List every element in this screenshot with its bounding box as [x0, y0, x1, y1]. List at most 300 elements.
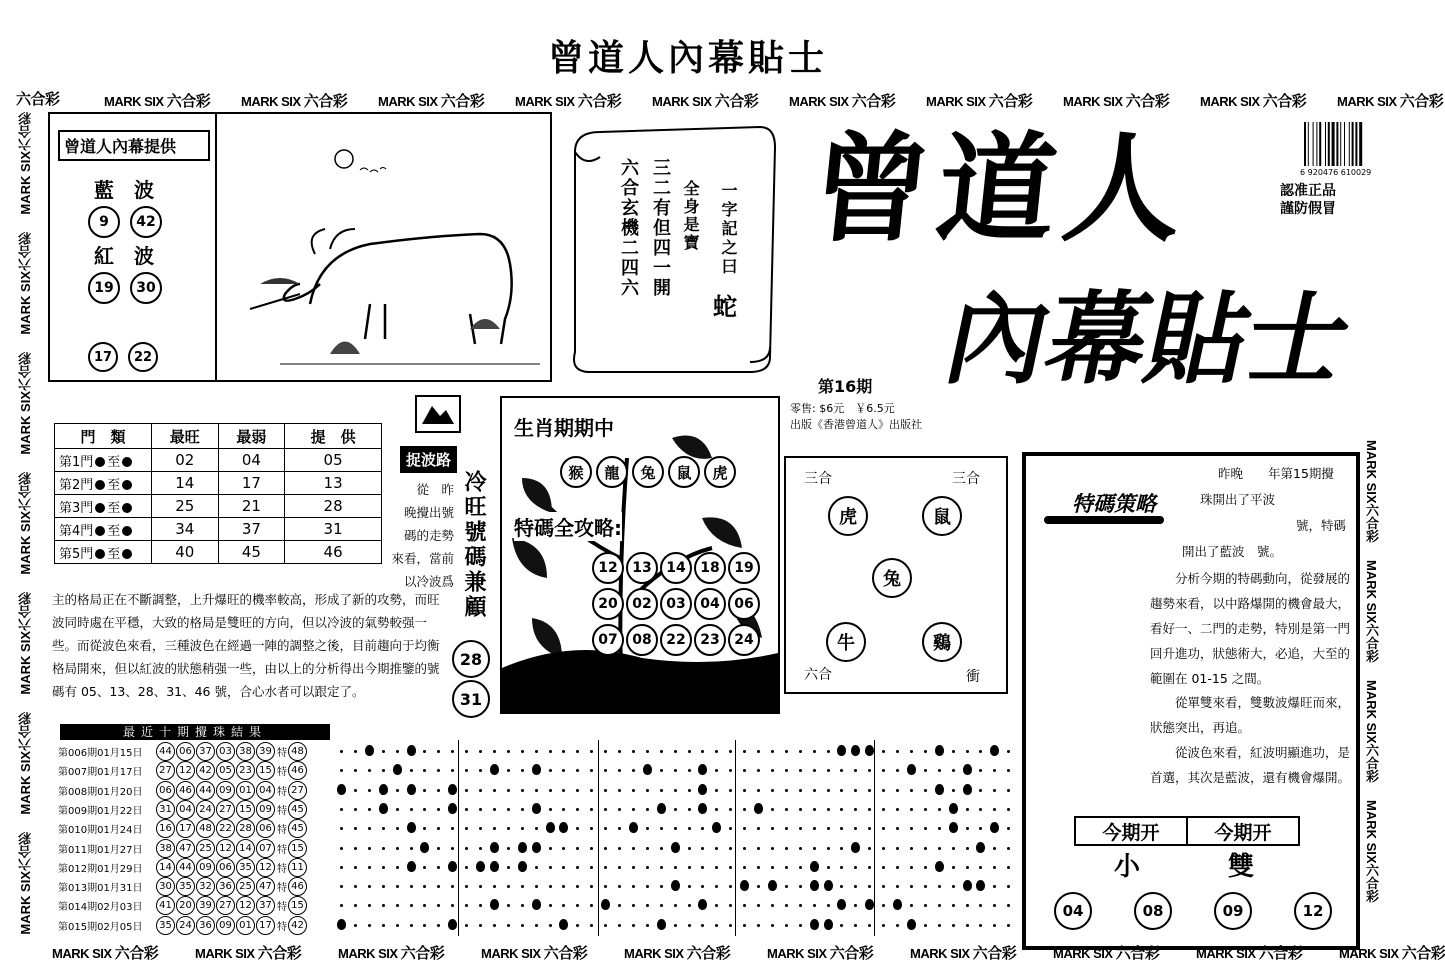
banner-en: MARK SIX: [652, 94, 712, 109]
history-hit-mark: [490, 842, 499, 853]
history-grid-dot: [840, 808, 843, 811]
history-grid-dot: [952, 904, 955, 907]
history-grid-dot: [437, 904, 440, 907]
combo-panel: [784, 456, 1008, 694]
history-grid-dot: [465, 885, 468, 888]
history-grid-dot: [827, 808, 830, 811]
mark-six-side-item: [1362, 680, 1381, 783]
history-number: 35: [156, 916, 175, 935]
history-grid-dot: [868, 827, 871, 830]
history-grid-dot: [840, 924, 843, 927]
history-special-number: 46: [288, 877, 307, 896]
history-grid-dot: [868, 769, 871, 772]
history-grid-dot: [896, 827, 899, 830]
banner-cn: 六合彩: [303, 92, 348, 110]
combo-bl: 六合: [804, 667, 832, 683]
history-grid-dot: [840, 769, 843, 772]
history-grid-dot: [813, 847, 816, 850]
history-grid-dot: [882, 789, 885, 792]
history-grid-dot: [507, 769, 510, 772]
door-to: 至: [107, 454, 121, 470]
history-grid-dot: [757, 924, 760, 927]
wave-num: 31: [452, 680, 490, 718]
history-grid-dot: [354, 904, 357, 907]
strategy-number: 08: [1134, 892, 1172, 930]
history-grid-dot: [674, 904, 677, 907]
history-grid-dot: [521, 827, 524, 830]
history-grid-dot: [660, 904, 663, 907]
banner-en: MARK SIX: [515, 94, 575, 109]
history-grid-dot: [465, 750, 468, 753]
history-grid-dot: [729, 789, 732, 792]
history-hit-mark: [393, 764, 402, 775]
history-hit-mark: [365, 745, 374, 756]
open-value-2: 雙: [1228, 852, 1255, 882]
open-box-1: 今期开: [1074, 816, 1188, 846]
history-hit-mark: [935, 861, 944, 872]
history-hit-mark: [698, 784, 707, 795]
history-grid-dot: [827, 789, 830, 792]
banner-cn: 六合彩: [166, 92, 211, 110]
history-grid-dot: [993, 847, 996, 850]
mark-six-side-item: [16, 712, 35, 815]
history-special-label: 特: [277, 921, 287, 933]
history-grid-dot: [562, 789, 565, 792]
history-grid-dot: [479, 808, 482, 811]
history-grid-dot: [354, 808, 357, 811]
history-grid-dot: [993, 808, 996, 811]
banner-cn: 六合彩: [18, 352, 33, 391]
history-grid-dot: [757, 769, 760, 772]
history-special-number: 15: [288, 896, 307, 915]
history-hit-mark: [448, 919, 457, 930]
history-grid-dot: [423, 750, 426, 753]
history-grid-dot: [340, 769, 343, 772]
history-number: 15: [236, 800, 255, 819]
history-grid-dot: [382, 924, 385, 927]
door-header: 最弱: [218, 424, 285, 449]
history-grid-dot: [368, 789, 371, 792]
history-grid-dot: [729, 866, 732, 869]
zodiac-number: 14: [660, 552, 692, 584]
banner-cn: 六合彩: [1399, 92, 1444, 110]
banner-en: MARK SIX: [1063, 94, 1123, 109]
history-grid-dot: [993, 904, 996, 907]
combo-tl: 三合: [804, 471, 832, 487]
history-hit-mark: [337, 919, 346, 930]
history-grid-dot: [451, 847, 454, 850]
wave-col-line: 碼的走勢: [403, 528, 454, 543]
history-grid-dot: [549, 769, 552, 772]
history-grid-dot: [1007, 924, 1010, 927]
history-grid-dot: [507, 904, 510, 907]
history-grid-dot: [549, 924, 552, 927]
history-grid-dot: [910, 750, 913, 753]
history-grid-dot: [632, 866, 635, 869]
history-grid-dot: [618, 847, 621, 850]
history-grid-dot: [521, 750, 524, 753]
history-grid-dot: [882, 885, 885, 888]
history-grid-dot: [743, 924, 746, 927]
riddle-col1: 一字記之曰: [719, 182, 738, 277]
combo-animal: 兔: [872, 558, 912, 598]
history-grid-dot: [646, 827, 649, 830]
history-number: 36: [216, 877, 235, 896]
history-grid-dot: [715, 866, 718, 869]
history-grid-dot: [632, 769, 635, 772]
history-number: 44: [176, 858, 195, 877]
history-grid-dot: [465, 866, 468, 869]
history-grid-dot: [882, 866, 885, 869]
history-grid-dot: [785, 769, 788, 772]
history-grid-dot: [437, 769, 440, 772]
door-ball-icon: [122, 503, 132, 513]
history-number: 09: [216, 916, 235, 935]
history-grid-dot: [340, 827, 343, 830]
banner-cn: 六合彩: [114, 944, 159, 962]
history-grid-dot: [576, 827, 579, 830]
history-number: 37: [256, 896, 275, 915]
history-grid-dot: [590, 808, 593, 811]
history-grid-dot: [966, 750, 969, 753]
history-grid-dot: [451, 827, 454, 830]
combo-animal: 鼠: [922, 496, 962, 536]
history-grid-dot: [729, 827, 732, 830]
combo-br: 衝: [966, 669, 980, 685]
history-grid-dot: [465, 847, 468, 850]
history-grid-dot: [924, 769, 927, 772]
mark-six-banner-item: [515, 90, 621, 111]
banner-cn: 六合彩: [257, 944, 302, 962]
history-grid-dot: [437, 866, 440, 869]
history-hit-mark: [407, 745, 416, 756]
provide-panel: [48, 112, 552, 382]
history-grid-dot: [813, 808, 816, 811]
history-grid-dot: [785, 827, 788, 830]
history-grid-dot: [882, 924, 885, 927]
history-hit-mark: [907, 919, 916, 930]
history-grid-dot: [993, 769, 996, 772]
door-header: 提 供: [285, 424, 382, 449]
history-special-number: 46: [288, 761, 307, 780]
history-number: 06: [156, 781, 175, 800]
door-cell: [55, 495, 152, 518]
red-num: 19: [88, 272, 120, 304]
history-grid-dot: [618, 885, 621, 888]
history-grid-dot: [465, 808, 468, 811]
history-grid-dot: [729, 769, 732, 772]
history-grid-dot: [507, 924, 510, 927]
history-number: 48: [196, 819, 215, 838]
mark-six-banner-item: [926, 90, 1032, 111]
history-grid-dot: [396, 827, 399, 830]
history-grid-dot: [493, 924, 496, 927]
strategy-line: 號，特碼: [1296, 518, 1347, 533]
history-grid-dot: [479, 885, 482, 888]
history-grid-dot: [979, 827, 982, 830]
history-row: [58, 819, 308, 838]
history-grid-dot: [535, 789, 538, 792]
history-grid-dot: [952, 866, 955, 869]
history-grid-dot: [604, 827, 607, 830]
history-grid-dot: [423, 827, 426, 830]
history-number: 01: [236, 916, 255, 935]
history-grid-dot: [993, 924, 996, 927]
history-grid-dot: [437, 827, 440, 830]
wave-col-line: 以冷波爲: [403, 574, 454, 589]
zodiac-number: 03: [660, 588, 692, 620]
history-grid-dot: [562, 750, 565, 753]
history-grid-dot: [688, 924, 691, 927]
blue-num: 42: [130, 206, 162, 238]
history-grid-dot: [715, 885, 718, 888]
wave-col-line: 晚攪出號: [403, 505, 454, 520]
special-title: 特碼全攻略:: [514, 512, 622, 541]
history-hit-mark: [824, 919, 833, 930]
history-grid-dot: [604, 924, 607, 927]
banner-en: MARK SIX: [195, 946, 255, 961]
history-grid-dot: [743, 769, 746, 772]
history-number: 32: [196, 877, 215, 896]
history-grid-dot: [868, 924, 871, 927]
door-max-cell: 34: [152, 518, 219, 541]
history-grid-dot: [549, 866, 552, 869]
history-grid-divider: [598, 740, 599, 936]
history-special-number: 15: [288, 839, 307, 858]
history-grid-dot: [979, 750, 982, 753]
history-grid-dot: [757, 885, 760, 888]
history-special-label: 特: [277, 748, 287, 759]
history-grid-dot: [771, 847, 774, 850]
history-grid-dot: [618, 750, 621, 753]
history-grid-dot: [896, 750, 899, 753]
history-label: 第011期01月27日: [58, 844, 143, 856]
history-grid-dot: [396, 808, 399, 811]
history-grid-dot: [1007, 885, 1010, 888]
mark-six-side-item: [1362, 560, 1381, 663]
history-grid-dot: [423, 769, 426, 772]
history-hit-mark: [949, 803, 958, 814]
history-grid-dot: [646, 808, 649, 811]
blue-num: 9: [88, 206, 120, 238]
history-grid-dot: [382, 750, 385, 753]
history-grid-dot: [646, 789, 649, 792]
red-num: 30: [130, 272, 162, 304]
history-grid-dot: [799, 769, 802, 772]
history-number: 01: [236, 781, 255, 800]
history-grid-dot: [604, 885, 607, 888]
door-to: 至: [107, 546, 121, 562]
mark-six-banner-item: [104, 90, 210, 111]
history-hit-mark: [532, 803, 541, 814]
door-cell: [55, 518, 152, 541]
history-grid-dot: [854, 808, 857, 811]
open-box-2: 今期开: [1186, 816, 1300, 846]
history-grid-dot: [729, 924, 732, 927]
history-grid-dot: [410, 808, 413, 811]
history-grid-dot: [757, 866, 760, 869]
history-grid-dot: [618, 924, 621, 927]
history-grid-divider: [735, 740, 736, 936]
door-row: [55, 495, 382, 518]
history-number: 09: [256, 800, 275, 819]
history-grid-dot: [368, 904, 371, 907]
history-grid-dot: [785, 866, 788, 869]
history-number: 23: [236, 761, 255, 780]
history-number: 22: [216, 819, 235, 838]
history-grid-dot: [521, 789, 524, 792]
mark-six-banner-item: [338, 942, 444, 963]
door-cell: [55, 449, 152, 472]
history-grid-dot: [868, 808, 871, 811]
door-min-cell: 37: [218, 518, 285, 541]
history-grid-dot: [493, 789, 496, 792]
history-grid-dot: [966, 808, 969, 811]
history-grid-dot: [701, 866, 704, 869]
history-hit-mark: [671, 880, 680, 891]
history-grid-dot: [465, 904, 468, 907]
history-hit-mark: [810, 861, 819, 872]
history-grid-dot: [368, 866, 371, 869]
history-grid-dot: [674, 769, 677, 772]
history-grid-dot: [576, 885, 579, 888]
zodiac-number: 23: [694, 624, 726, 656]
door-min-cell: 04: [218, 449, 285, 472]
strategy-number: 12: [1294, 892, 1332, 930]
history-row: [58, 742, 308, 761]
banner-cn: 六合彩: [18, 112, 33, 151]
history-hit-mark: [379, 803, 388, 814]
history-number: 28: [236, 819, 255, 838]
history-hit-mark: [476, 861, 485, 872]
wave-column-text: [382, 478, 454, 593]
history-grid-dot: [507, 847, 510, 850]
history-number: 14: [156, 858, 175, 877]
history-grid-dot: [535, 866, 538, 869]
history-grid-dot: [562, 866, 565, 869]
door-ball-icon: [122, 480, 132, 490]
history-row: [58, 896, 308, 915]
history-number: 42: [196, 761, 215, 780]
extra-num: 17: [88, 342, 118, 372]
history-special-label: 特: [277, 786, 287, 798]
mark-six-side-item: [16, 112, 35, 215]
history-grid-dot: [576, 847, 579, 850]
issue-number: 第16期: [818, 377, 873, 396]
zodiac-animal: 兔: [632, 456, 664, 488]
history-grid-dot: [785, 789, 788, 792]
history-grid-dot: [966, 827, 969, 830]
history-number: 12: [216, 839, 235, 858]
history-special-label: 特: [277, 825, 287, 837]
history-number: 47: [256, 877, 275, 896]
history-grid-dot: [882, 808, 885, 811]
history-hit-mark: [754, 803, 763, 814]
history-grid-dot: [757, 904, 760, 907]
door-name: 第4門: [59, 523, 94, 539]
history-hit-mark: [935, 784, 944, 795]
banner-cn: 六合彩: [988, 92, 1033, 110]
strategy-line: 開出了藍波 號。: [1182, 544, 1283, 559]
history-hit-mark: [448, 803, 457, 814]
mark-six-side-item: [16, 592, 35, 695]
wave-tag: 捉波路: [400, 446, 457, 473]
banner-cn: 六合彩: [1115, 944, 1160, 962]
ox-illustration: [220, 114, 548, 380]
history-grid-dot: [562, 769, 565, 772]
history-grid-dot: [715, 789, 718, 792]
history-grid-dot: [854, 789, 857, 792]
banner-en: MARK SIX: [378, 94, 438, 109]
history-grid-dot: [827, 904, 830, 907]
banner-cn: 六合彩: [1262, 92, 1307, 110]
banner-cn: 六合彩: [18, 712, 33, 751]
history-grid-dot: [437, 924, 440, 927]
history-grid-dot: [1007, 808, 1010, 811]
history-grid-dot: [924, 750, 927, 753]
history-hit-mark: [963, 880, 972, 891]
history-grid-dot: [715, 750, 718, 753]
history-grid-dot: [729, 885, 732, 888]
history-grid-dot: [590, 885, 593, 888]
banner-en: MARK SIX: [338, 946, 398, 961]
strategy-title-bar: [1044, 516, 1164, 524]
history-number: 05: [216, 761, 235, 780]
red-wave-label: 紅 波: [94, 244, 154, 268]
history-special-label: 特: [277, 863, 287, 875]
history-grid-dot: [827, 750, 830, 753]
history-grid-dot: [757, 789, 760, 792]
history-grid-dot: [660, 789, 663, 792]
history-grid-dot: [868, 885, 871, 888]
banner-en: MARK SIX: [18, 631, 33, 695]
history-hit-mark: [337, 784, 346, 795]
history-grid-dot: [757, 847, 760, 850]
history-number: 24: [196, 800, 215, 819]
history-grid-dot: [549, 847, 552, 850]
history-grid-dot: [771, 769, 774, 772]
history-label: 第013期01月31日: [58, 883, 143, 895]
history-hit-mark: [963, 764, 972, 775]
strategy-paragraph: 從波色來看，紅波明顯進功，是首選，其次是藍波，還有機會爆開。: [1150, 745, 1351, 785]
history-grid-dot: [660, 750, 663, 753]
history-grid-dot: [507, 827, 510, 830]
history-grid-dot: [924, 827, 927, 830]
history-number: 39: [196, 896, 215, 915]
history-grid-dot: [562, 885, 565, 888]
history-grid-dot: [688, 904, 691, 907]
history-grid-dot: [549, 904, 552, 907]
history-grid-dot: [952, 750, 955, 753]
history-grid-dot: [1007, 847, 1010, 850]
strategy-paragraph: 分析今期的特碼動向，從發展的趨勢來看，以中路爆開的機會最大，看好一、二門的走勢，特別是第一門回升進功，狀態術大，必追，大至的範圍在 01-15 之間。: [1150, 571, 1351, 686]
zodiac-number: 18: [694, 552, 726, 584]
banner-en: MARK SIX: [18, 751, 33, 815]
door-min-cell: 21: [218, 495, 285, 518]
wave-vertical-title: 冷旺號碼兼顧: [461, 470, 486, 620]
zodiac-animal: 鼠: [668, 456, 700, 488]
door-max-cell: 02: [152, 449, 219, 472]
history-grid-dot: [882, 769, 885, 772]
banner-cn: 六合彩: [18, 592, 33, 631]
history-grid-dot: [354, 885, 357, 888]
strategy-numbers: [1054, 892, 1332, 930]
strategy-paragraph: 從單雙來看，雙數波爆旺而來，狀態突出，再追。: [1150, 695, 1351, 735]
history-grid-dot: [451, 769, 454, 772]
door-ball-icon: [95, 549, 105, 559]
riddle-scroll: [565, 122, 780, 372]
history-grid-dot: [854, 924, 857, 927]
